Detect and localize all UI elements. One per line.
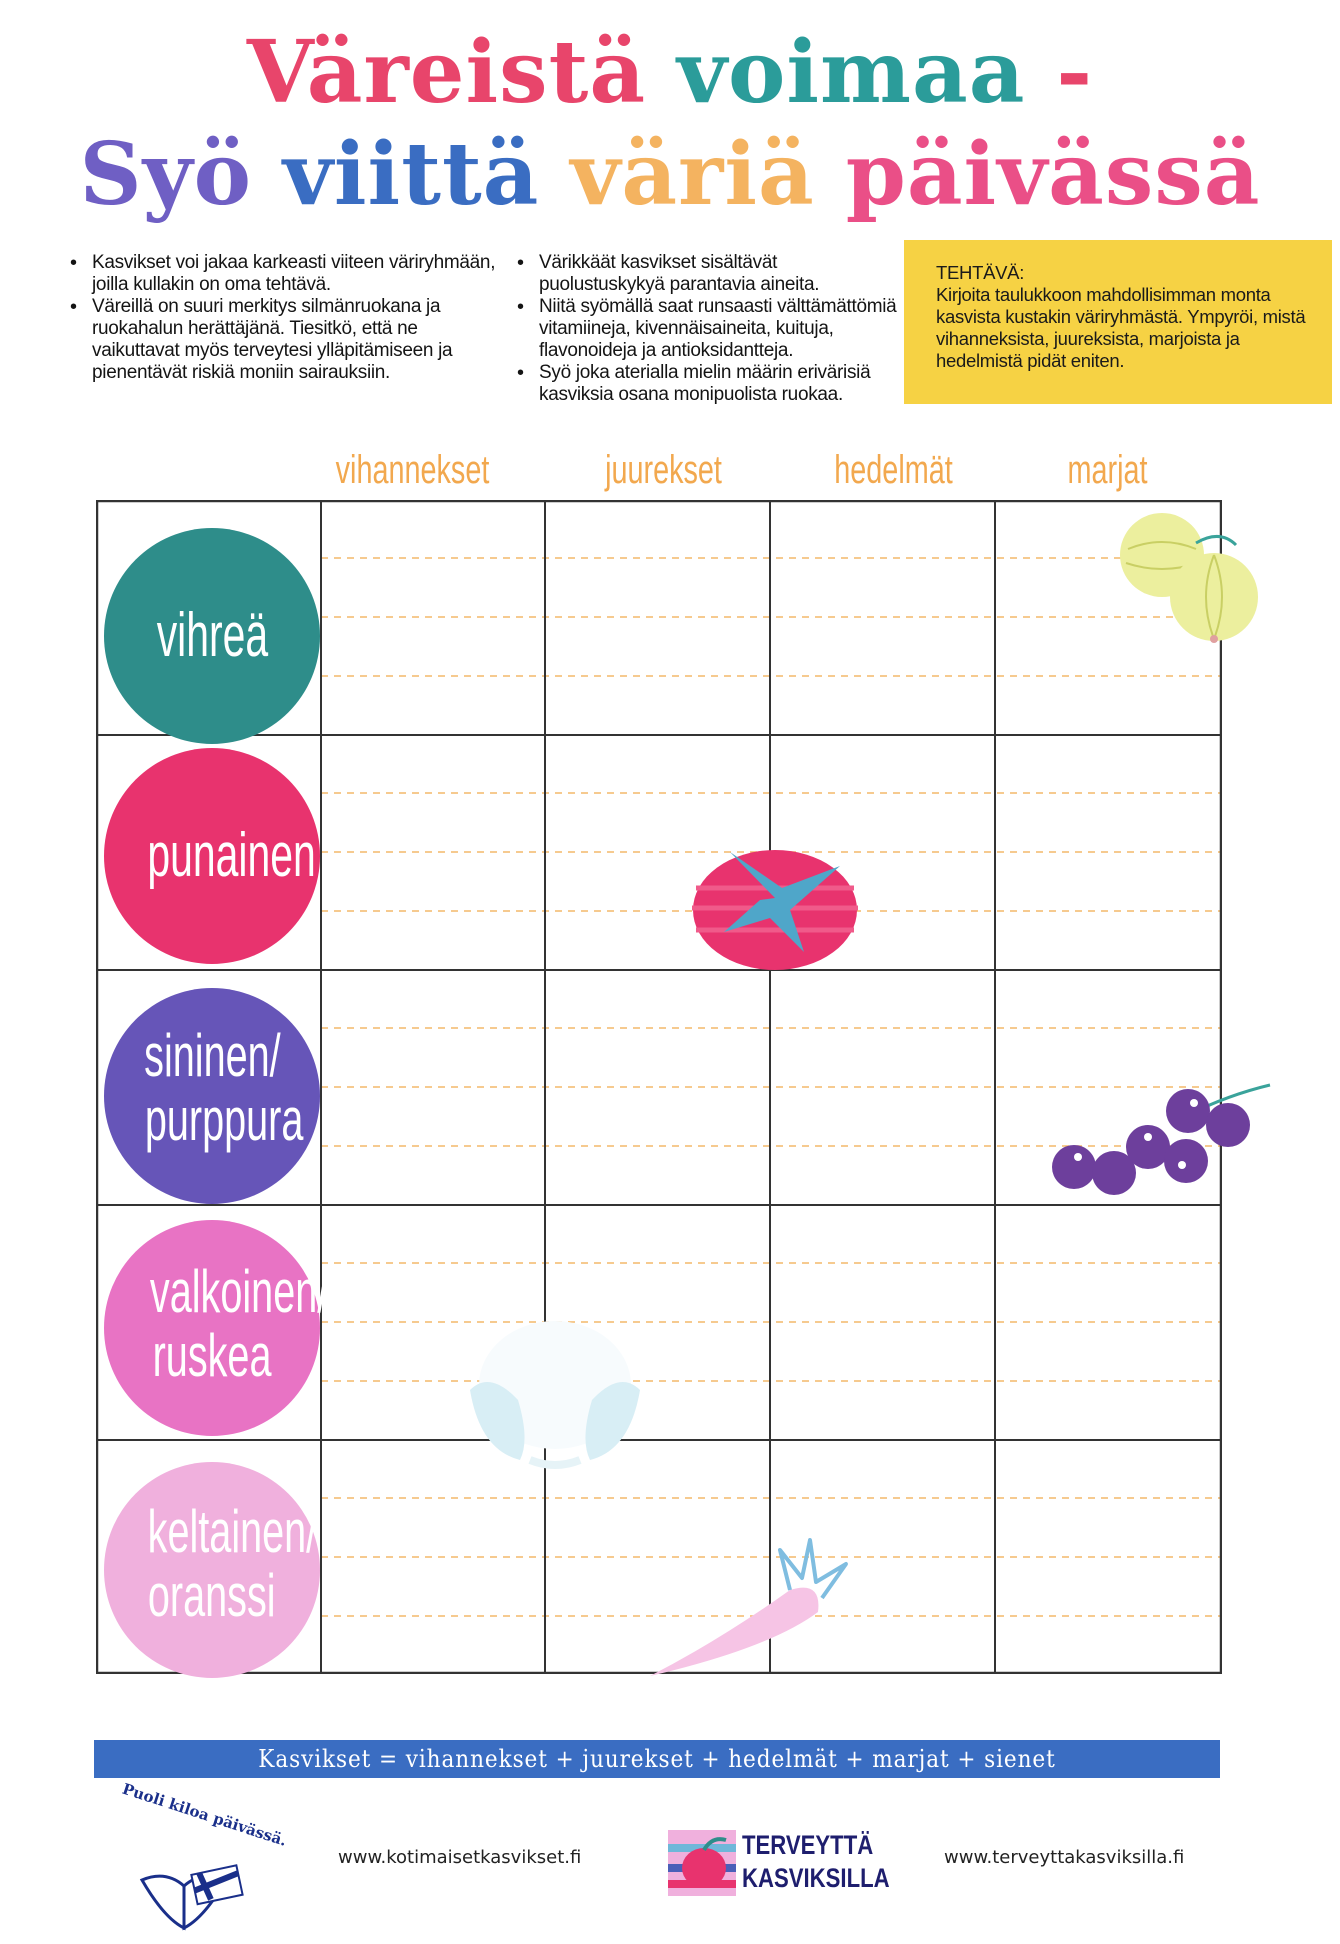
row-label: keltainen/ <box>147 1498 318 1565</box>
row-label: oranssi <box>148 1562 276 1629</box>
terveytta-kasviksilla-brand <box>742 1829 922 1895</box>
title-word: Väreistä <box>246 22 677 123</box>
title-word: päivässä <box>845 124 1261 225</box>
intro-bullet: • Kasvikset voi jakaa karkeasti viiteen väriryhmään, joilla kullakin on oma tehtävä. <box>70 252 500 296</box>
intro-column-2 <box>517 252 897 406</box>
row-label: vihreä <box>156 601 268 670</box>
formula-band <box>94 1740 1220 1778</box>
circle-valkoinen-ruskea <box>104 1220 329 1436</box>
terveytta-logo-icon <box>668 1830 736 1896</box>
link-terveytta[interactable]: www.terveyttakasviksilla.fi <box>944 1847 1185 1868</box>
brand-line: KASVIKSILLA <box>742 1863 890 1893</box>
title-word: viittä <box>282 124 571 225</box>
brand-line: TERVEYTTÄ <box>742 1830 874 1860</box>
column-header-marjat: marjat <box>1067 448 1148 492</box>
formula-text: Kasvikset = vihannekset + juurekset + hedelmät + marjat + sienet <box>258 1745 1056 1773</box>
carrot-icon <box>640 1530 860 1680</box>
task-box <box>904 240 1332 404</box>
link-kotimaiset[interactable]: www.kotimaisetkasvikset.fi <box>338 1847 582 1868</box>
blackcurrant-icon <box>1048 1075 1278 1215</box>
row-label: sininen/ <box>143 1022 281 1089</box>
intro-bullet: • Syö joka aterialla mielin määrin erivärisiä kasviksia osana monipuolista ruokaa. <box>517 362 897 406</box>
title-word: voimaa <box>676 22 1026 123</box>
column-header-hedelmat: hedelmät <box>834 448 953 492</box>
logo-text: Puoli kiloa päivässä. <box>120 1779 289 1850</box>
title-word: - <box>1025 22 1094 123</box>
row-label: ruskea <box>152 1322 272 1389</box>
row-label: valkoinen/ <box>149 1258 329 1325</box>
title-line-2 <box>0 124 1340 225</box>
circle-vihrea <box>104 528 320 744</box>
intro-bullet: • Värikkäät kasvikset sisältävät puolustuskykyä parantavia aineita. <box>517 252 897 296</box>
title-line-1 <box>0 22 1340 123</box>
circle-keltainen-oranssi <box>104 1462 320 1678</box>
column-header-juurekset: juurekset <box>605 448 722 492</box>
task-heading: TEHTÄVÄ: <box>936 262 1025 283</box>
intro-bullet: • Niitä syömällä saat runsaasti välttämättömiä vitamiineja, kivennäisaineita, kuituja, flavonoideja ja antioksidantteja. <box>517 296 897 362</box>
column-header-vihannekset: vihannekset <box>335 448 490 492</box>
gooseberry-icon <box>1110 505 1270 655</box>
title-word: väriä <box>570 124 846 225</box>
title-word: Syö <box>79 124 283 225</box>
circle-punainen <box>104 748 320 964</box>
circle-sininen-purppura <box>104 988 320 1204</box>
intro-column-1 <box>70 252 500 384</box>
tomato-icon <box>690 840 860 970</box>
intro-bullet: • Väreillä on suuri merkitys silmänruokana ja ruokahalun herättäjänä. Tiesitkö, että ne vaikuttavat myös terveytesi ylläpitämiseen ja pienentävät riskiä moniin sairauksiin. <box>70 296 500 384</box>
task-text: Kirjoita taulukkoon mahdollisimman monta kasvista kustakin väriryhmästä. Ympyröi, mistä vihanneksista, juureksista, marjoista ja hedelmistä pidät eniten. <box>936 284 1306 371</box>
row-label: purppura <box>144 1086 304 1153</box>
row-label: punainen <box>147 821 316 890</box>
cauliflower-icon <box>460 1310 650 1480</box>
